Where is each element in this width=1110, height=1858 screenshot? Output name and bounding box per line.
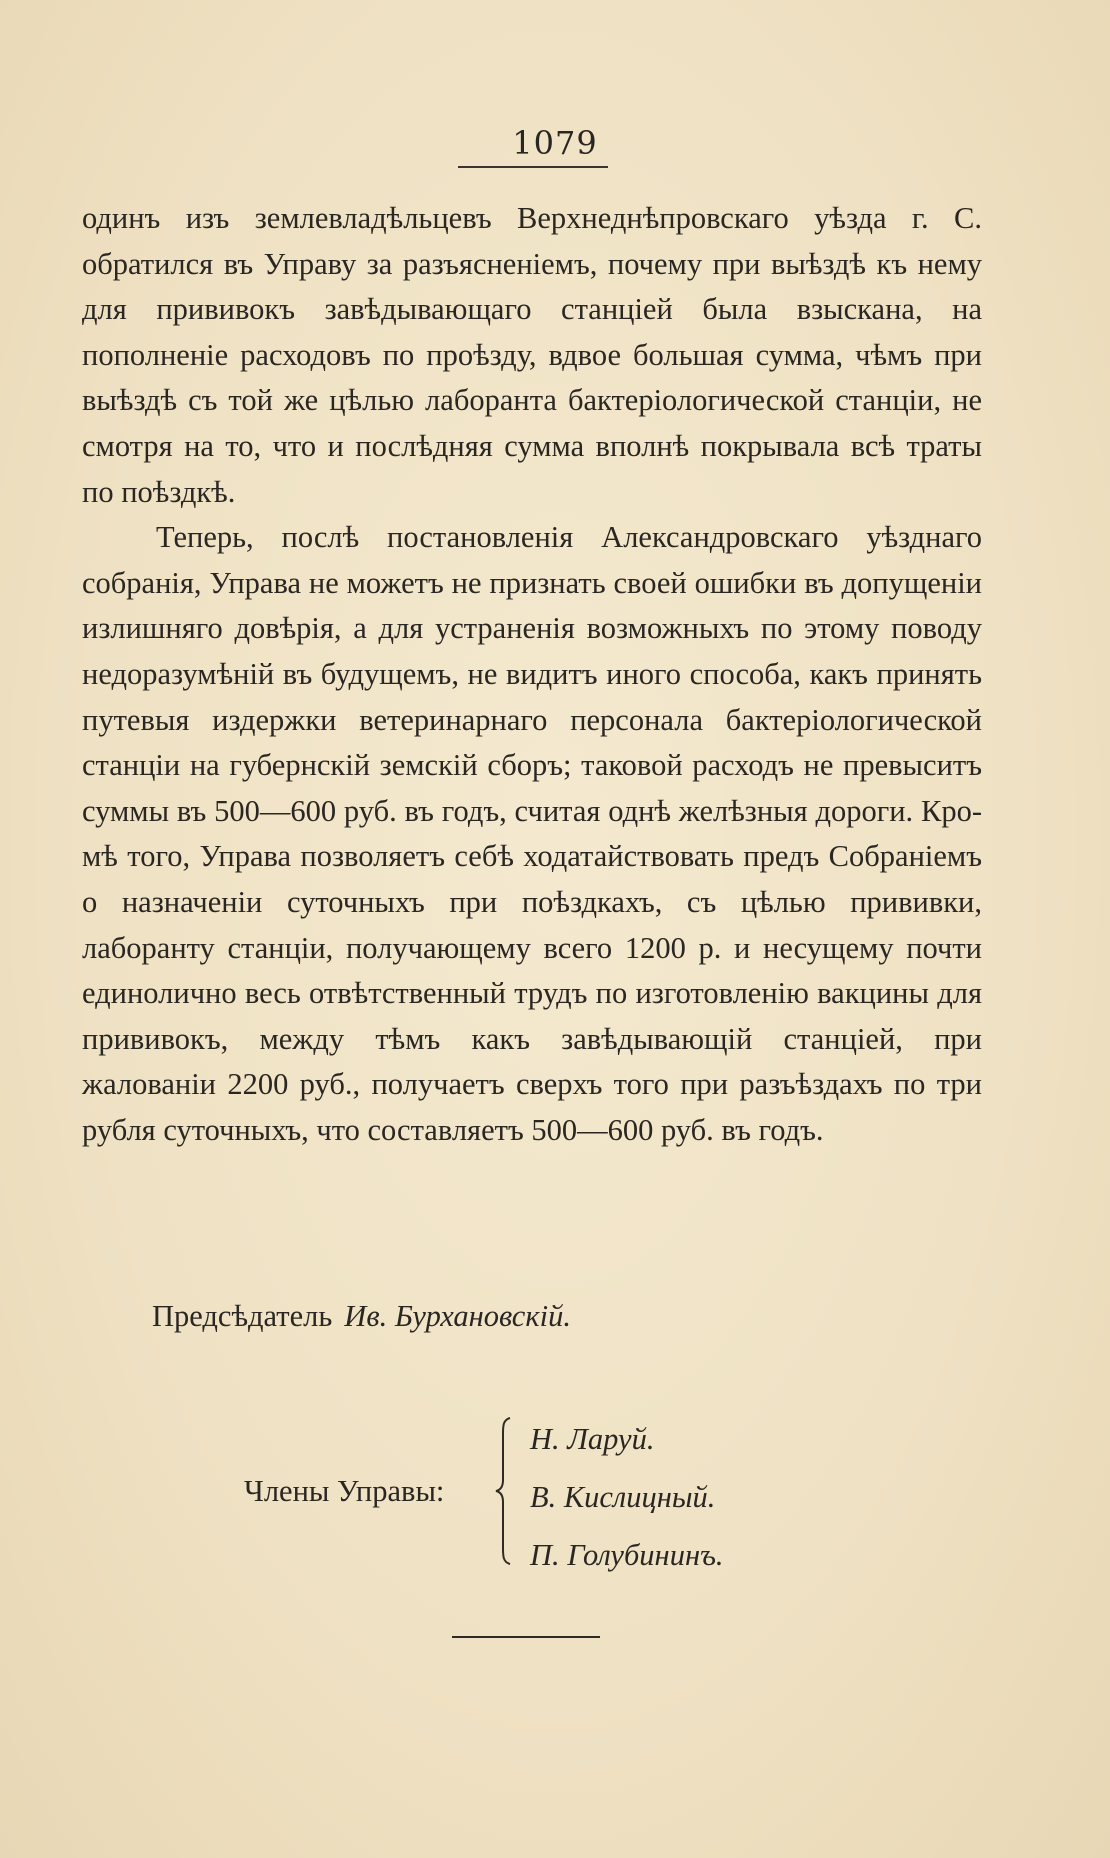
member-name-2: В. Кислицный. <box>530 1480 716 1514</box>
chairman-title: Предсѣдатель <box>152 1299 333 1333</box>
members-list <box>530 1410 724 1584</box>
chairman-signature <box>152 1293 571 1339</box>
end-rule <box>452 1636 600 1638</box>
body-text <box>82 196 982 1153</box>
chairman-name: Ив. Бурхановскій. <box>344 1299 571 1333</box>
members-label: Члены Управы: <box>244 1474 445 1508</box>
page-number-rule <box>458 166 608 168</box>
members-brace <box>494 1416 514 1566</box>
member-name-1: Н. Ларуй. <box>530 1422 655 1456</box>
paragraph-2: Теперь, послѣ постановленія Александровскаго уѣзднаго собранія, Управа не можетъ не признать своей ошибки въ допущеніи излишняго довѣрія, а для устраненія возможныхъ по этому поводу недоразумѣній въ будущемъ, не видитъ иного способа, какъ принять путевыя издержки ветеринарнаго персонала бактеріологической станціи на губернскій земскій сборъ; таковой расходъ не превыситъ суммы въ 500—600 руб. въ годъ, считая однѣ желѣзныя дороги. Кромѣ того, Управа позволяетъ себѣ ходатайствовать предъ Собраніемъ о назначеніи суточныхъ при поѣздкахъ, съ цѣлью прививки, лаборанту станціи, получающему всего 1200 р. и несущему почти единолично весь отвѣтственный трудъ по изготовленію вакцины для прививокъ, между тѣмъ какъ завѣдывающій станціей, при жалованіи 2200 руб., получаетъ сверхъ того при разъѣздахъ по три рубля суточныхъ, что составляетъ 500—600 руб. въ годъ. <box>82 520 982 1147</box>
paragraph-1: одинъ изъ землевладѣльцевъ Верхнеднѣпровскаго уѣзда г. С. обратился въ Управу за разъясненіемъ, почему при выѣздѣ къ нему для прививокъ завѣдывающаго станціей была взыскана, на пополненіе расходовъ по проѣзду, вдвое большая сумма, чѣмъ при выѣздѣ съ той же цѣлью лаборанта бактеріологической станціи, не смотря на то, что и послѣдняя сумма вполнѣ покрывала всѣ траты по поѣздкѣ. <box>82 201 982 509</box>
page-number: 1079 <box>512 124 598 162</box>
member-name-3: П. Голубининъ. <box>530 1538 724 1572</box>
